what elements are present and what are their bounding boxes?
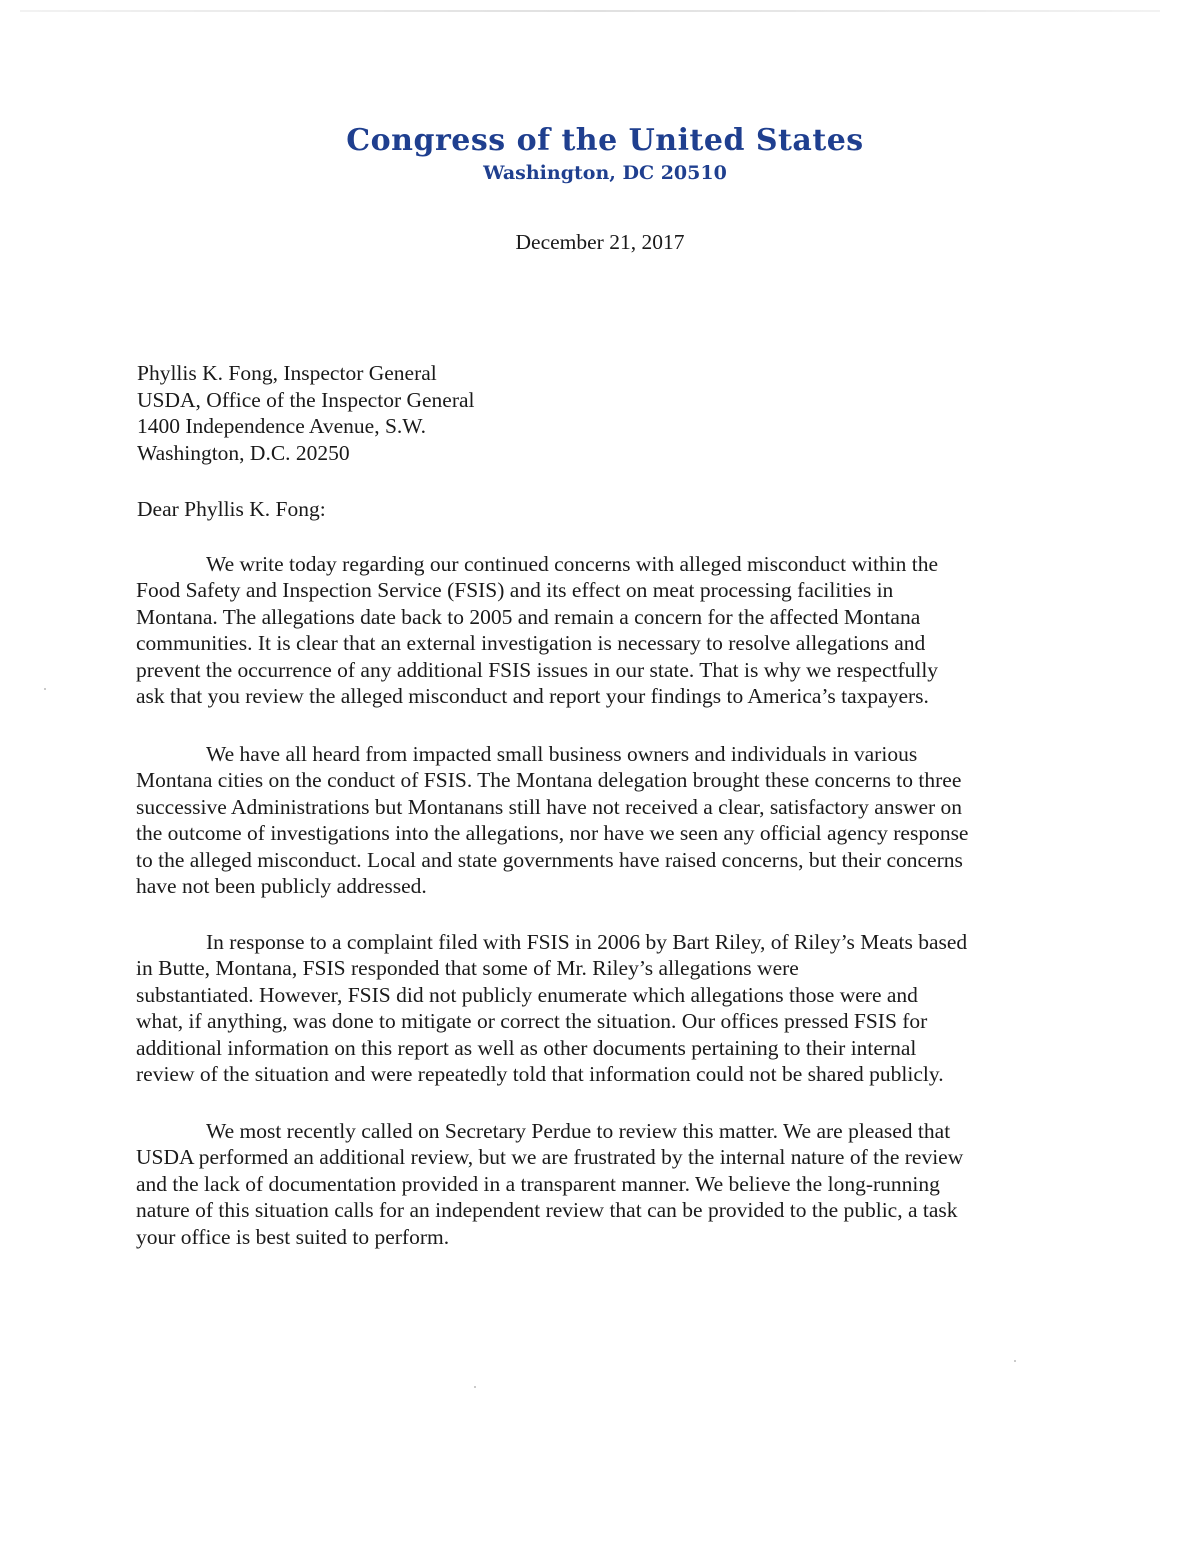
- paragraph-line: in Butte, Montana, FSIS responded that some of Mr. Riley’s allegations were: [136, 956, 799, 981]
- body-paragraph-3: [136, 929, 1036, 1087]
- paragraph-line: additional information on this report as well as other documents pertaining to their internal: [136, 1035, 917, 1060]
- paragraph-line: In response to a complaint filed with FSIS in 2006 by Bart Riley, of Riley’s Meats based: [206, 930, 968, 954]
- scan-edge-line: [20, 10, 1160, 12]
- paragraph-line: prevent the occurrence of any additional FSIS issues in our state. That is why we respectfully: [136, 657, 939, 682]
- paragraph-line: and the lack of documentation provided in a transparent manner. We believe the long-running: [136, 1171, 940, 1196]
- letterhead: [0, 122, 1200, 186]
- paragraph-line: Food Safety and Inspection Service (FSIS) and its effect on meat processing facilities in: [136, 578, 894, 603]
- scan-speck: [474, 1386, 476, 1388]
- paragraph-line: have not been publicly addressed.: [136, 874, 427, 899]
- paragraph-line: successive Administrations but Montanans still have not received a clear, satisfactory answer on: [136, 794, 963, 819]
- paragraph-line: your office is best suited to perform.: [136, 1224, 450, 1249]
- paragraph-line: nature of this situation calls for an independent review that can be provided to the public, a task: [136, 1198, 958, 1223]
- recipient-city: Washington, D.C. 20250: [137, 440, 350, 465]
- paragraph-line: We write today regarding our continued concerns with alleged misconduct within the: [206, 552, 939, 576]
- body-paragraph-1: [136, 551, 1036, 709]
- paragraph-line: communities. It is clear that an external investigation is necessary to resolve allegations and: [136, 631, 926, 656]
- recipient-office: USDA, Office of the Inspector General: [137, 387, 475, 412]
- letterhead-title: Congress of the United States: [346, 123, 864, 158]
- paragraph-line: We have all heard from impacted small business owners and individuals in various: [206, 742, 918, 766]
- paragraph-line: review of the situation and were repeatedly told that information could not be shared publicly.: [136, 1062, 944, 1087]
- paragraph-line: substantiated. However, FSIS did not publicly enumerate which allegations those were and: [136, 982, 918, 1007]
- salutation: Dear Phyllis K. Fong:: [137, 497, 326, 521]
- scan-speck: [1014, 1360, 1016, 1362]
- paragraph-line: Montana cities on the conduct of FSIS. The Montana delegation brought these concerns to three: [136, 768, 962, 793]
- letter-date: December 21, 2017: [515, 230, 685, 254]
- recipient-address-block: [137, 360, 475, 466]
- paragraph-line: USDA performed an additional review, but we are frustrated by the internal nature of the review: [136, 1145, 964, 1170]
- paragraph-line: Montana. The allegations date back to 2005 and remain a concern for the affected Montana: [136, 604, 921, 629]
- paragraph-line: the outcome of investigations into the allegations, nor have we seen any official agency response: [136, 821, 969, 846]
- paragraph-line: to the alleged misconduct. Local and state governments have raised concerns, but their concerns: [136, 847, 963, 872]
- recipient-name: Phyllis K. Fong, Inspector General: [137, 361, 437, 385]
- scan-speck: [44, 688, 46, 690]
- paragraph-line: what, if anything, was done to mitigate or correct the situation. Our offices pressed FSIS for: [136, 1009, 928, 1034]
- letterhead-address: Washington, DC 20510: [483, 162, 727, 184]
- paragraph-line: We most recently called on Secretary Perdue to review this matter. We are pleased that: [206, 1119, 951, 1143]
- paragraph-line: ask that you review the alleged misconduct and report your findings to America’s taxpayers.: [136, 684, 929, 709]
- recipient-street: 1400 Independence Avenue, S.W.: [137, 414, 426, 438]
- body-paragraph-2: [136, 741, 1036, 899]
- body-paragraph-4: [136, 1118, 1036, 1250]
